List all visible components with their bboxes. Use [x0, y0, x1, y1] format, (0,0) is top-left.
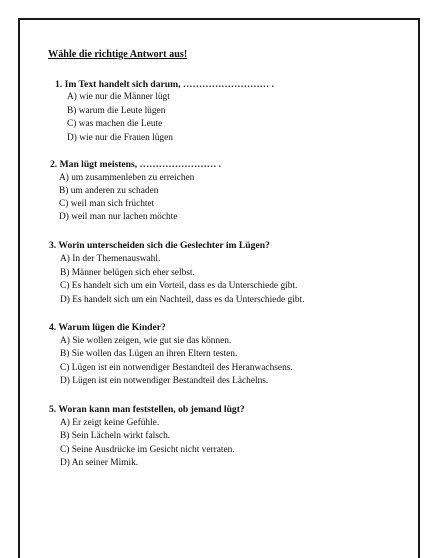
question-5-option-d[interactable]: D) An seiner Mimik.: [60, 458, 139, 468]
question-1-option-c[interactable]: C) was machen die Leute: [67, 119, 163, 129]
question-3-option-c[interactable]: C) Es handelt sich um ein Vorteil, dass es da Unterschiede gibt.: [60, 281, 298, 291]
question-1-title: 1. Im Text handelt sich darum, ……………………… .: [55, 79, 275, 90]
question-5-option-b[interactable]: B) Sein Lächeln wirkt falsch.: [60, 431, 171, 441]
question-4-option-c[interactable]: C) Lügen ist ein notwendiger Bestandteil des Heranwachsens.: [60, 363, 293, 373]
question-5-title: 5. Woran kann man feststellen, ob jemand lügt?: [49, 404, 245, 415]
question-1-option-a[interactable]: A) wie nur die Männer lügt: [67, 92, 170, 102]
question-5-option-c[interactable]: C) Seine Ausdrücke im Gesicht nicht verraten.: [60, 445, 235, 455]
worksheet-heading: Wähle die richtige Antwort aus!: [48, 49, 188, 60]
question-3-option-a[interactable]: A) In der Themenauswahl.: [60, 254, 161, 264]
question-1-option-b[interactable]: B) warum die Leute lügen: [67, 106, 166, 116]
question-4-title: 4. Warum lügen die Kinder?: [49, 322, 166, 333]
question-2-option-b[interactable]: B) um anderen zu schaden: [59, 186, 159, 196]
question-4-option-d[interactable]: D) Lügen ist ein notwendiger Bestandteil des Lächelns.: [60, 376, 269, 386]
question-2-title: 2. Man lügt meistens, …………………… .: [50, 159, 222, 170]
question-2-option-a[interactable]: A) um zusammenleben zu erreichen: [59, 173, 195, 183]
question-2-option-d[interactable]: D) weil man nur lachen möchte: [59, 212, 178, 222]
question-4-option-b[interactable]: B) Sie wollen das Lügen an ihren Eltern testen.: [60, 349, 238, 359]
question-3-option-d[interactable]: D) Es handelt sich um ein Nachteil, dass es da Unterschiede gibt.: [60, 295, 305, 305]
question-5-option-a[interactable]: A) Er zeigt keine Gefühle.: [60, 418, 160, 428]
question-2-option-c[interactable]: C) weil man sich früchtet: [59, 199, 155, 209]
question-3-option-b[interactable]: B) Männer belügen sich eher selbst.: [60, 268, 195, 278]
question-1-option-d[interactable]: D) wie nur die Frauen lügen: [67, 133, 173, 143]
question-4-option-a[interactable]: A) Sie wollen zeigen, wie gut sie das können.: [60, 336, 232, 346]
question-3-title: 3. Worin unterscheiden sich die Geslechter im Lügen?: [49, 240, 270, 251]
